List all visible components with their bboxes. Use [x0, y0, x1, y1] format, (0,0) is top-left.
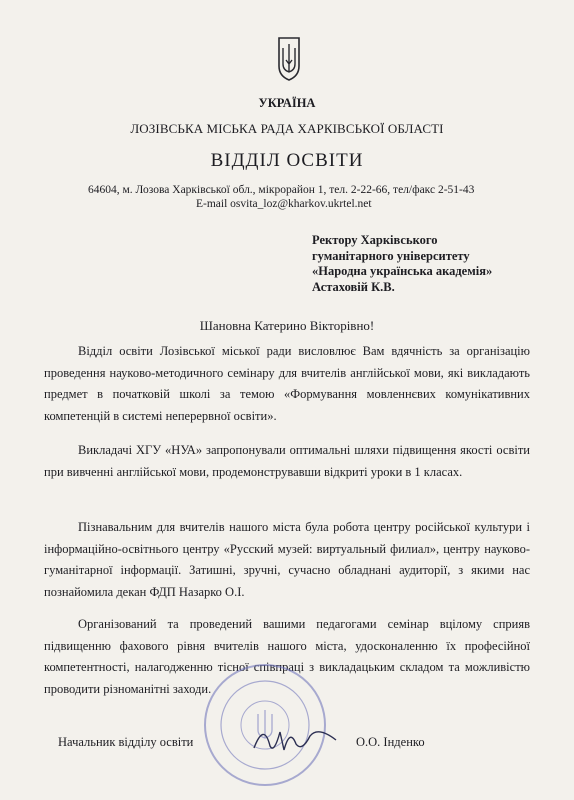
- department-name: ВІДДІЛ ОСВІТИ: [210, 150, 364, 171]
- recipient-line: Ректору Харківського: [312, 233, 438, 247]
- signer-name: О.О. Інденко: [356, 735, 425, 749]
- address-line: 64604, м. Лозова Харківської обл., мікрорайон 1, тел. 2-22-66, тел/факс 2-51-43: [88, 184, 475, 196]
- recipient-line: гуманітарного університету: [312, 248, 470, 263]
- council-name: ЛОЗІВСЬКА МІСЬКА РАДА ХАРКІВСЬКОЇ ОБЛАСТІ: [130, 121, 444, 136]
- recipient-block: [312, 233, 492, 295]
- letter-paragraph: Відділ освіти Лозівської міської ради висловлює Вам вдячність за організацію проведення науково-методичного семінару для вчителів англійської мови, які викладають предмет в початковій школі за темою «Формування мовленнєвих комунікативних компетенцій в системі неперервної освіти».: [44, 344, 530, 423]
- letter-paragraph: Організований та проведений вашими педагогами семінар вцілому сприяв підвищенню фахового рівня вчителів нашого міста, удосконаленню їх професійної компетентності, налагодженню тісної співпраці з викладацьким складом та можливістю проводити різноманітні заходи.: [44, 617, 530, 696]
- signer-position: Начальник відділу освіти: [58, 735, 194, 749]
- email-line: E-mail osvita_loz@kharkov.ukrtel.net: [196, 198, 372, 210]
- tryzub-coat-of-arms-icon: [276, 36, 302, 82]
- recipient-line: Астаховій К.В.: [312, 279, 395, 294]
- handwritten-signature-icon: [250, 718, 340, 758]
- letter-paragraph: Викладачі ХГУ «НУА» запропонували оптимальні шляхи підвищення якості освіти при вивченні англійської мови, продемонструвавши відкриті уроки в 1 класах.: [44, 443, 530, 479]
- letter-paragraph: Пізнавальним для вчителів нашого міста була робота центру російської культури і інформаційно-освітнього центру «Русский музей: виртуальный филиал», центру науково-гуманітарної інформації. Затишні, зручні, сучасно обладнані аудиторії, з якими нас познайомила декан ФДП Назарко О.І.: [44, 520, 530, 599]
- salutation: Шановна Катерино Вікторівно!: [199, 318, 375, 333]
- recipient-line: «Народна українська академія»: [312, 264, 493, 278]
- country-name: УКРАЇНА: [258, 96, 316, 110]
